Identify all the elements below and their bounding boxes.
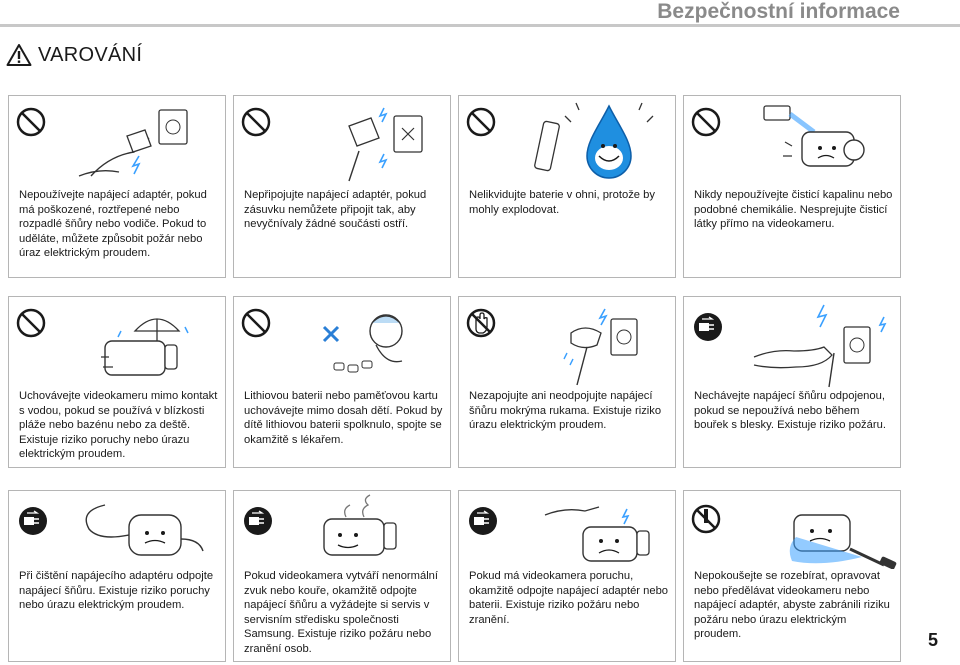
warning-triangle-icon xyxy=(6,43,32,67)
card-text: Pokud videokamera vytváří nenormální zvuk nebo kouře, okamžitě odpojte napájecí šňůru a vyžádejte si servis v servisním středisku společnosti Samsung. Existuje riziko požáru nebo zranění osob. xyxy=(244,570,439,655)
card-text: Při čištění napájecího adaptéru odpojte napájecí šňůru. Existuje riziko poruchy nebo úrazu elektrickým proudem. xyxy=(19,570,214,612)
card-illustration xyxy=(9,96,225,188)
unplug-icon xyxy=(19,507,47,535)
unplug-icon xyxy=(244,507,272,535)
safety-card-malfunction xyxy=(458,490,676,662)
no-disassembly-icon xyxy=(693,506,719,532)
no-touch-icon xyxy=(468,310,494,336)
card-illustration xyxy=(9,297,225,389)
card-text: Uchovávejte videokameru mimo kontakt s vodou, pokud se používá v blízkosti pláže nebo bazénu nebo za deště. Existuje riziko poruchy nebo úrazu elektrickým proudem. xyxy=(19,390,218,461)
safety-card-smoke xyxy=(233,490,451,662)
prohibited-icon xyxy=(243,109,269,135)
card-illustration xyxy=(459,96,675,188)
card-text: Nezapojujte ani neodpojujte napájecí šňůru mokrýma rukama. Existuje riziko úrazu elektrickým proudem. xyxy=(469,390,662,432)
safety-card-battery-fire xyxy=(458,95,676,278)
safety-card-children xyxy=(233,296,451,468)
prohibited-icon xyxy=(18,310,44,336)
prohibited-icon xyxy=(18,109,44,135)
card-illustration xyxy=(459,491,675,569)
safety-card-water xyxy=(8,296,226,468)
safety-card-disassembly xyxy=(683,490,901,662)
safety-card-loose-plug xyxy=(233,95,451,278)
card-illustration xyxy=(459,297,675,389)
warning-heading xyxy=(6,42,142,68)
card-illustration xyxy=(234,491,450,569)
card-text: Nikdy nepoužívejte čisticí kapalinu nebo podobné chemikálie. Nesprejujte čisticí látky přímo na videokameru. xyxy=(694,189,893,231)
page-number: 5 xyxy=(927,630,938,650)
safety-card-storms xyxy=(683,296,901,468)
card-text: Nepřipojujte napájecí adaptér, pokud zásuvku nemůžete připojit tak, aby nevyčnívaly žádné součásti ostří. xyxy=(244,189,427,231)
card-illustration xyxy=(234,96,450,188)
card-text: Nepoužívejte napájecí adaptér, pokud má poškozené, roztřepené nebo rozpadlé šňůry nebo vodiče. Pokud to uděláte, můžete způsobit požár nebo úraz elektrickým proudem. xyxy=(19,189,207,260)
prohibited-icon xyxy=(468,109,494,135)
prohibited-icon xyxy=(243,310,269,336)
safety-card-cleaning-adapter xyxy=(8,490,226,662)
safety-card-chemicals xyxy=(683,95,901,278)
card-text: Pokud má videokamera poruchu, okamžitě odpojte napájecí adaptér nebo baterii. Existuje riziko požáru nebo zranění. xyxy=(469,570,669,626)
page-title: Bezpečnostní informace xyxy=(657,0,900,23)
card-text: Nelikvidujte baterie v ohni, protože by mohly explodovat. xyxy=(469,189,655,216)
card-text: Nepokoušejte se rozebírat, opravovat nebo předělávat videokameru nebo napájecí adaptér, abyste zabránili riziku požáru nebo úrazu elektrickým proudem. xyxy=(694,570,890,641)
card-illustration xyxy=(234,297,450,389)
unplug-icon xyxy=(469,507,497,535)
header-divider xyxy=(0,24,960,27)
card-text: Nechávejte napájecí šňůru odpojenou, pokud se nepoužívá nebo během bouřek s blesky. Existuje riziko požáru. xyxy=(694,390,886,432)
card-illustration xyxy=(9,491,225,569)
safety-card-damaged-cord xyxy=(8,95,226,278)
card-illustration xyxy=(684,297,900,389)
warning-label: VAROVÁNÍ xyxy=(38,43,143,66)
card-illustration xyxy=(684,491,900,569)
unplug-icon xyxy=(694,313,722,341)
safety-card-wet-hands xyxy=(458,296,676,468)
prohibited-icon xyxy=(693,109,719,135)
card-illustration xyxy=(684,96,900,188)
card-text: Lithiovou baterii nebo paměťovou kartu uchovávejte mimo dosah dětí. Pokud by dítě lithiovou baterii spolknulo, spojte se okamžitě s lékařem. xyxy=(244,390,443,446)
